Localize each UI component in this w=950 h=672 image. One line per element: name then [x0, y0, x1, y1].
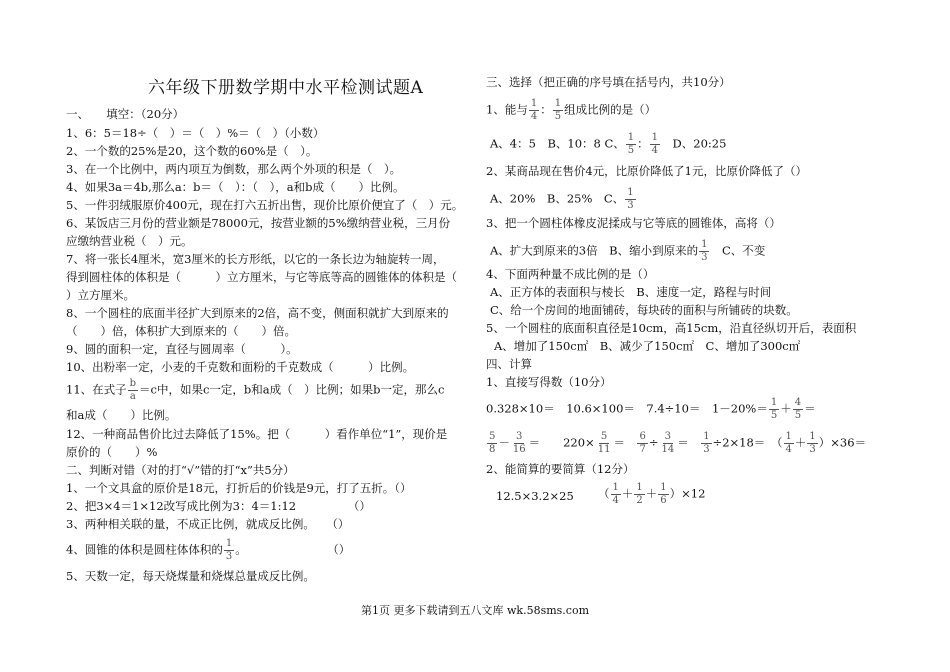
- r2f7-num: 1: [785, 431, 792, 442]
- fill-question-7-line-2: 得到圆柱体的体积是（ ）立方厘米，与它等底等高的圆锥体的体积是（: [66, 270, 457, 284]
- calc-r2-fraction-4: [637, 431, 647, 456]
- fill-question-7-line-1: 7、将一张长4厘米，宽3厘米的长方形纸，以它的一条长边为轴旋转一周，: [66, 252, 445, 266]
- choice-question-4-option-c: C、给一个房间的地面铺砖，每块砖的面积与所铺砖的块数。: [490, 303, 798, 317]
- section-3-heading: 三、选择（把正确的序号填在括号内，共10分）: [486, 75, 731, 89]
- r2-text-3: ＝: [677, 435, 701, 450]
- k2b-fraction-3: [658, 482, 668, 507]
- calc-part-2-expression-a: 12.5×3.2×25: [496, 489, 574, 503]
- c1-fraction-1: [529, 98, 539, 123]
- j4-numerator: 1: [225, 538, 233, 549]
- fill-question-7-line-3: ）立方厘米。: [66, 288, 135, 302]
- k2b-plus-1: ＋: [621, 486, 634, 501]
- r2-div: ÷: [648, 435, 659, 450]
- fill-question-2: 2、一个数的25%是20，这个数的60%是（ ）。: [66, 144, 318, 158]
- choice-question-3-options: [490, 239, 765, 264]
- r1-eq: ＝: [804, 401, 816, 416]
- c1-colon: ：: [540, 102, 552, 117]
- judge-question-1: 1、一个文具盒的原价是18元，打折后的价钱是9元，打了五折。（）: [66, 481, 412, 495]
- r2f6-num: 1: [703, 431, 710, 442]
- c3-option-fraction: [699, 239, 709, 264]
- c2-option-fraction: [625, 187, 635, 212]
- r2f5-num: 3: [664, 431, 671, 442]
- c2-of-den: 3: [627, 200, 634, 211]
- choice-question-3: 3、把一个圆柱体橡皮泥揉成与它等底的圆锥体，高将（）: [486, 216, 781, 230]
- r2f7-den: 4: [785, 444, 792, 455]
- k2bf3-den: 6: [660, 495, 667, 506]
- calc-row-1: [486, 397, 816, 422]
- j4-prefix: 4、圆锥的体积是圆柱体体积的: [66, 542, 223, 557]
- fill-question-12-line-1: 12、一种商品售价比过去降低了15%。把（ ）看作单位“1”，现价是: [66, 427, 448, 441]
- fill-question-5: 5、一件羽绒服原价400元，现在打六五折出售，现价比原价便宜了（ ）元。: [66, 198, 464, 212]
- k2b-fraction-2: [634, 482, 644, 507]
- r2f1-num: 5: [489, 431, 496, 442]
- fill-question-10: 10、出粉率一定，小麦的千克数和面粉的千克数成（ ）比例。: [66, 360, 415, 374]
- r2-minus: －: [498, 435, 510, 450]
- r2f1-den: 8: [489, 444, 496, 455]
- c1-suffix: 组成比例的是（）: [564, 102, 657, 117]
- choice-question-1: [486, 98, 656, 123]
- r1f2-num: 4: [794, 397, 802, 408]
- section-2-heading: 二、判断对错（对的打“√”错的打“x”共5分）: [66, 463, 295, 477]
- c1-f2-den: 5: [554, 111, 562, 122]
- c1-option-fraction-2: [650, 132, 660, 157]
- fill-question-9: 9、圆的面积一定，直径与圆周率（ ）。: [66, 342, 298, 356]
- c1-options-colon: ：: [637, 136, 649, 151]
- calc-r2-fraction-3: [596, 431, 613, 456]
- calc-r2-fraction-6: [701, 431, 711, 456]
- r2f2-num: 3: [516, 431, 523, 442]
- k2b-suffix: ）×12: [669, 486, 706, 501]
- k2b-fraction-1: [611, 482, 621, 507]
- r1f1-num: 1: [770, 397, 778, 408]
- r2f3-den: 11: [597, 444, 611, 455]
- fill-question-8-line-2: （ ）倍，体积扩大到原来的（ ）倍。: [66, 324, 296, 338]
- r1-plus: ＋: [780, 401, 792, 416]
- calc-r2-fraction-1: [487, 431, 497, 456]
- k2bf3-num: 1: [660, 482, 667, 493]
- k2b-plus-2: ＋: [645, 486, 658, 501]
- section-1-heading: 一、 填空：（20分）: [66, 107, 185, 121]
- r1f2-den: 5: [794, 410, 802, 421]
- r2f8-den: 3: [809, 444, 816, 455]
- c1-options-suffix: D、20:25: [661, 136, 727, 151]
- k2bf2-den: 2: [636, 495, 643, 506]
- c1-of1-num: 1: [627, 132, 635, 143]
- calc-r2-fraction-8: [807, 431, 817, 456]
- c1-of2-den: 4: [651, 145, 659, 156]
- r2-text-1: ＝ 220×: [528, 435, 595, 450]
- fill-question-1: 1、6：5＝18÷（ ）＝（ ）%＝（ ）（小数）: [66, 126, 325, 140]
- r2-plus: ＋: [794, 435, 807, 450]
- calc-part-2-expression-b: [598, 482, 705, 507]
- judge-question-3: 3、两种相关联的量，不成正比例，就成反比例。 （）: [66, 517, 350, 531]
- judge-question-2: 2、把3×4＝1×12改写成比例为3：4＝1:12 （）: [66, 499, 371, 513]
- q11-fraction: [128, 378, 138, 403]
- q11-numerator: b: [129, 378, 137, 389]
- calc-r2-fraction-2: [511, 431, 528, 456]
- fill-question-11-line-2: 和a成（ ）比例。: [66, 408, 177, 422]
- j4-suffix: 。 （）: [235, 542, 351, 557]
- c1-f1-den: 4: [530, 111, 538, 122]
- calc-r1-fraction-2: [793, 397, 803, 422]
- fill-question-11-line-1: [66, 378, 444, 403]
- r2f4-num: 6: [639, 431, 646, 442]
- c3-options-suffix: C、不变: [710, 243, 766, 258]
- c2-of-num: 1: [627, 187, 634, 198]
- calc-part-1-heading: 1、直接写得数（10分）: [486, 375, 612, 389]
- calc-r2-fraction-7: [784, 431, 794, 456]
- fill-question-3: 3、在一个比例中，两内项互为倒数，那么两个外项的积是（ ）。: [66, 162, 402, 176]
- page-footer: 第1页 更多下载请到五八文库 wk.58sms.com: [361, 604, 589, 617]
- r2-text-4: ÷2×18＝ （: [712, 435, 783, 450]
- choice-question-4-option-ab: A、正方体的表面积与棱长 B、速度一定，路程与时间: [490, 285, 772, 299]
- choice-question-2: 2、某商品现在售价4元，比原价降低了1元，比原价降低了（）: [486, 164, 807, 178]
- j4-denominator: 3: [225, 551, 233, 562]
- fill-question-6-line-1: 6、某饭店三月份的营业额是78000元，按营业额的5%缴纳营业税，三月份: [66, 216, 451, 230]
- calc-r2-fraction-5: [659, 431, 676, 456]
- c1-f2-num: 1: [554, 98, 562, 109]
- c3-of-den: 3: [701, 252, 708, 263]
- choice-question-1-options: [490, 132, 726, 157]
- c2-options-prefix: A、20% B、25% C、: [490, 191, 625, 206]
- c1-options-prefix: A、4：5 B、10：8 C、: [490, 136, 625, 151]
- calc-part-2-heading: 2、能简算的要简算（12分）: [486, 462, 635, 476]
- q11-denominator: a: [129, 391, 136, 402]
- c1-of2-num: 1: [651, 132, 659, 143]
- r1f1-den: 5: [770, 410, 778, 421]
- choice-question-5: 5、一个圆柱的底面积直径是10cm，高15cm，沿直径纵切开后，表面积: [486, 321, 857, 335]
- r2f2-den: 16: [512, 444, 526, 455]
- r2f8-num: 1: [809, 431, 816, 442]
- fill-question-4: 4、如果3a＝4b,那么a：b＝（ ）：（ ），a和b成（ ）比例。: [66, 180, 405, 194]
- c3-options-prefix: A、扩大到原来的3倍 B、缩小到原来的: [490, 243, 699, 258]
- q11-suffix: ＝c中，如果c一定，b和a成（ ）比例；如果b一定，那么c: [139, 382, 445, 397]
- calc-row-1-text: 0.328×10＝ 10.6×100＝ 7.4÷10＝ 1－20%＝: [486, 401, 768, 416]
- k2b-prefix: （: [598, 486, 610, 501]
- c1-prefix: 1、能与: [486, 102, 528, 117]
- judge-question-5: 5、天数一定，每天烧煤量和烧煤总量成反比例。: [66, 569, 315, 583]
- r2f4-den: 7: [639, 444, 646, 455]
- k2bf2-num: 1: [636, 482, 643, 493]
- choice-question-5-options: A、增加了150c㎡ B、减少了150c㎡ C、增加了300c㎡: [494, 339, 801, 353]
- fill-question-8-line-1: 8、一个圆柱的底面半径扩大到原来的2倍，高不变，侧面积就扩大到原来的: [66, 306, 449, 320]
- calc-r1-fraction-1: [769, 397, 779, 422]
- q11-prefix: 11、在式子: [66, 382, 127, 397]
- c1-fraction-2: [553, 98, 563, 123]
- r2-text-2: ＝: [613, 435, 637, 450]
- k2bf1-num: 1: [612, 482, 619, 493]
- r2f3-num: 5: [600, 431, 608, 442]
- section-4-heading: 四、计算: [486, 357, 532, 371]
- c1-f1-num: 1: [530, 98, 538, 109]
- choice-question-4: 4、下面两种量不成比例的是（）: [486, 267, 655, 281]
- judge-question-4: [66, 538, 350, 563]
- r2f6-den: 3: [703, 444, 710, 455]
- c1-of1-den: 5: [627, 145, 635, 156]
- k2bf1-den: 4: [612, 495, 619, 506]
- choice-question-2-options: [490, 187, 637, 212]
- r2f5-den: 14: [661, 444, 675, 455]
- page-title: 六年级下册数学期中水平检测试题A: [148, 78, 424, 98]
- c3-of-num: 1: [701, 239, 708, 250]
- calc-row-2: [486, 431, 866, 456]
- r2-text-5: ）×36＝: [818, 435, 867, 450]
- fill-question-6-line-2: 应缴纳营业税（ ）元。: [66, 234, 193, 248]
- fill-question-12-line-2: 原价的（ ）%: [66, 445, 158, 459]
- j4-fraction: [224, 538, 234, 563]
- c1-option-fraction-1: [626, 132, 636, 157]
